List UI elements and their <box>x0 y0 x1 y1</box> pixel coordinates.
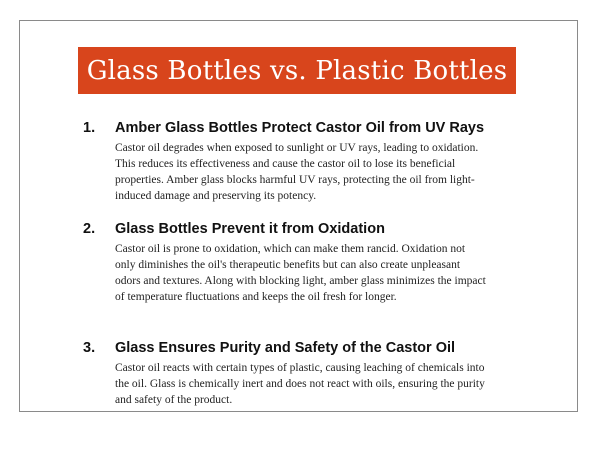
section-body: Castor oil reacts with certain types of plastic, causing leaching of chemicals into the oil. Glass is chemically inert and does not react with oils, ensuring the purity and safety of the product. <box>115 362 485 406</box>
section-purity-safety <box>83 340 563 408</box>
section-oxidation <box>83 221 563 305</box>
slide-frame <box>19 20 578 412</box>
section-heading-text: Glass Ensures Purity and Safety of the Castor Oil <box>115 340 456 356</box>
title-banner <box>78 47 516 94</box>
section-number: 2. <box>83 221 96 237</box>
section-heading-text: Amber Glass Bottles Protect Castor Oil from UV Rays <box>115 120 485 136</box>
section-heading <box>83 120 563 137</box>
section-number: 1. <box>83 120 96 136</box>
section-heading-text: Glass Bottles Prevent it from Oxidation <box>115 221 385 237</box>
section-number: 3. <box>83 340 96 356</box>
section-body: Castor oil is prone to oxidation, which can make them rancid. Oxidation not only diminishes the oil's therapeutic benefits but can also create unpleasant odors and textures. Along with blocking light, amber glass minimizes the impact of temperature fluctuations and keeps the oil fresh for longer. <box>115 243 486 303</box>
section-heading <box>83 340 563 357</box>
section-body: Castor oil degrades when exposed to sunlight or UV rays, leading to oxidation. This reduces its effectiveness and cause the castor oil to lose its beneficial properties. Amber glass blocks harmful UV rays, protecting the oil from light-induced damage and preserving its potency. <box>115 142 479 202</box>
slide-title: Glass Bottles vs. Plastic Bottles <box>86 55 508 86</box>
section-heading <box>83 221 563 238</box>
section-uv-protection <box>83 120 563 204</box>
